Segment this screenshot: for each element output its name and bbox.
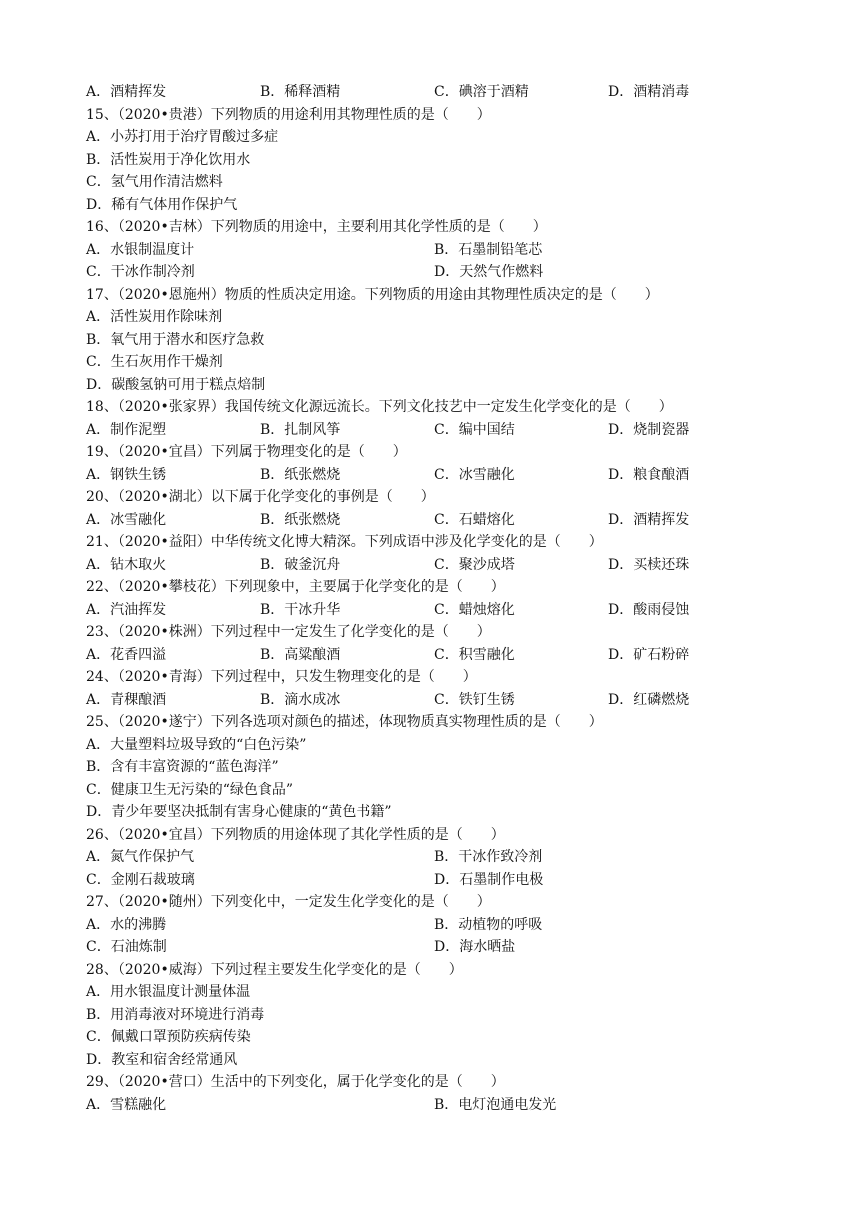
answer-option: A．钢铁生锈 [86,466,167,483]
answer-option: D．碳酸氢钠可用于糕点焙制 [86,376,266,393]
question-stem: 17、（2020•恩施州）物质的性质决定用途。下列物质的用途由其物理性质决定的是（ ） [86,286,659,303]
exam-document [86,81,726,1116]
answer-option: A．雪糕融化 [86,1096,167,1113]
answer-options-row [86,509,726,532]
answer-option: D．红磷燃烧 [608,691,690,708]
answer-option: D．海水晒盐 [434,939,516,955]
answer-option: A．汽油挥发 [86,601,167,618]
answer-option: C．健康卫生无污染的“绿色食品” [86,781,294,798]
answer-option: C．蜡烛熔化 [434,601,515,618]
answer-options-row [86,81,726,104]
answer-option: A．用水银温度计测量体温 [86,984,251,1000]
answer-options-row [86,846,726,869]
question-stem: 29、（2020•营口）生活中的下列变化，属于化学变化的是（ ） [86,1074,505,1090]
answer-option: C．石油炼制 [86,939,167,955]
answer-option: C．氢气用作清洁燃料 [86,174,223,190]
answer-option: D．石墨制作电极 [434,871,544,888]
question-stem: 19、（2020•宜昌）下列属于物理变化的是（ ） [86,444,407,460]
answer-option: C．冰雪融化 [434,466,515,483]
question-stem: 18、（2020•张家界）我国传统文化源远流长。下列文化技艺中一定发生化学变化的是（ ） [86,399,673,415]
answer-option: A．水的沸腾 [86,916,167,933]
question-stem: 23、（2020•株洲）下列过程中一定发生了化学变化的是（ ） [86,624,491,640]
answer-option: D．稀有气体用作保护气 [86,196,238,213]
answer-option: C．聚沙成塔 [434,556,515,573]
answer-option: D．青少年要坚决抵制有害身心健康的“黄色书籍” [86,804,392,820]
answer-option: B．氧气用于潜水和医疗急救 [86,331,265,348]
answer-options-row [86,239,726,262]
question-stem: 26、（2020•宜昌）下列物质的用途体现了其化学性质的是（ ） [86,826,505,843]
answer-options-row [86,644,726,667]
answer-options-row [86,936,726,959]
answer-options-row [86,261,726,284]
answer-option: B．活性炭用于净化饮用水 [86,151,251,168]
question-stem: 24、（2020•青海）下列过程中，只发生物理变化的是（ ） [86,669,477,685]
answer-option: C．干冰作制冷剂 [86,264,195,280]
answer-options-row [86,1094,726,1117]
answer-options-row [86,689,726,712]
answer-option: D．矿石粉碎 [608,646,690,663]
answer-option: C．积雪融化 [434,646,515,663]
answer-option: C．金刚石裁玻璃 [86,871,195,888]
answer-option: C．编中国结 [434,421,515,438]
answer-option: D．酸雨侵蚀 [608,601,690,618]
answer-option: B．石墨制铅笔芯 [434,241,543,258]
answer-options-row [86,869,726,892]
answer-option: D．酒精消毒 [608,84,690,100]
answer-option: A．花香四溢 [86,646,167,663]
answer-option: B．破釜沉舟 [260,556,341,573]
answer-option: A．水银制温度计 [86,241,195,258]
answer-option: B．动植物的呼吸 [434,916,543,933]
answer-options-row [86,914,726,937]
answer-option: B．电灯泡通电发光 [434,1096,557,1113]
answer-option: B．纸张燃烧 [260,466,341,483]
answer-option: D．烧制瓷器 [608,421,690,438]
question-stem: 25、（2020•遂宁）下列各选项对颜色的描述，体现物质真实物理性质的是（ ） [86,714,603,730]
answer-option: D．买椟还珠 [608,556,690,573]
answer-option: D．天然气作燃料 [434,264,544,280]
answer-option: B．含有丰富资源的“蓝色海洋” [86,759,279,775]
answer-option: B．高粱酿酒 [260,646,341,663]
answer-option: C．佩戴口罩预防疾病传染 [86,1029,251,1045]
answer-option: C．铁钉生锈 [434,691,515,708]
answer-option: A．青稞酿酒 [86,691,167,708]
answer-option: B．扎制风筝 [260,421,341,438]
answer-option: A．大量塑料垃圾导致的“白色污染” [86,736,307,753]
question-stem: 28、（2020•威海）下列过程主要发生化学变化的是（ ） [86,961,463,978]
question-stem: 27、（2020•随州）下列变化中，一定发生化学变化的是（ ） [86,894,491,910]
answer-options-row [86,554,726,577]
answer-option: A．冰雪融化 [86,511,167,528]
answer-option: C．石蜡熔化 [434,511,515,528]
answer-options-row [86,464,726,487]
answer-option: B．干冰作致冷剂 [434,849,543,865]
question-stem: 15、（2020•贵港）下列物质的用途利用其物理性质的是（ ） [86,106,491,123]
answer-option: B．滴水成冰 [260,691,341,708]
answer-option: D．粮食酿酒 [608,466,690,483]
answer-option: C．生石灰用作干燥剂 [86,354,223,370]
question-stem: 20、（2020•湖北）以下属于化学变化的事例是（ ） [86,489,435,505]
answer-option: B．用消毒液对环境进行消毒 [86,1006,265,1023]
answer-option: B．稀释酒精 [260,84,341,100]
answer-option: A．小苏打用于治疗胃酸过多症 [86,129,279,145]
answer-option: A．钻木取火 [86,556,167,573]
answer-option: D．酒精挥发 [608,511,690,528]
answer-option: D．教室和宿舍经常通风 [86,1051,238,1068]
answer-option: A．活性炭用作除味剂 [86,309,223,325]
answer-option: B．干冰升华 [260,601,341,618]
answer-option: C．碘溶于酒精 [434,84,529,100]
answer-options-row [86,599,726,622]
answer-option: A．氮气作保护气 [86,849,195,865]
answer-option: B．纸张燃烧 [260,511,341,528]
question-stem: 21、（2020•益阳）中华传统文化博大精深。下列成语中涉及化学变化的是（ ） [86,534,603,550]
answer-option: A．制作泥塑 [86,421,167,438]
answer-option: A．酒精挥发 [86,84,167,100]
question-stem: 16、（2020•吉林）下列物质的用途中，主要利用其化学性质的是（ ） [86,219,547,235]
question-stem: 22、（2020•攀枝花）下列现象中，主要属于化学变化的是（ ） [86,579,505,595]
answer-options-row [86,419,726,442]
